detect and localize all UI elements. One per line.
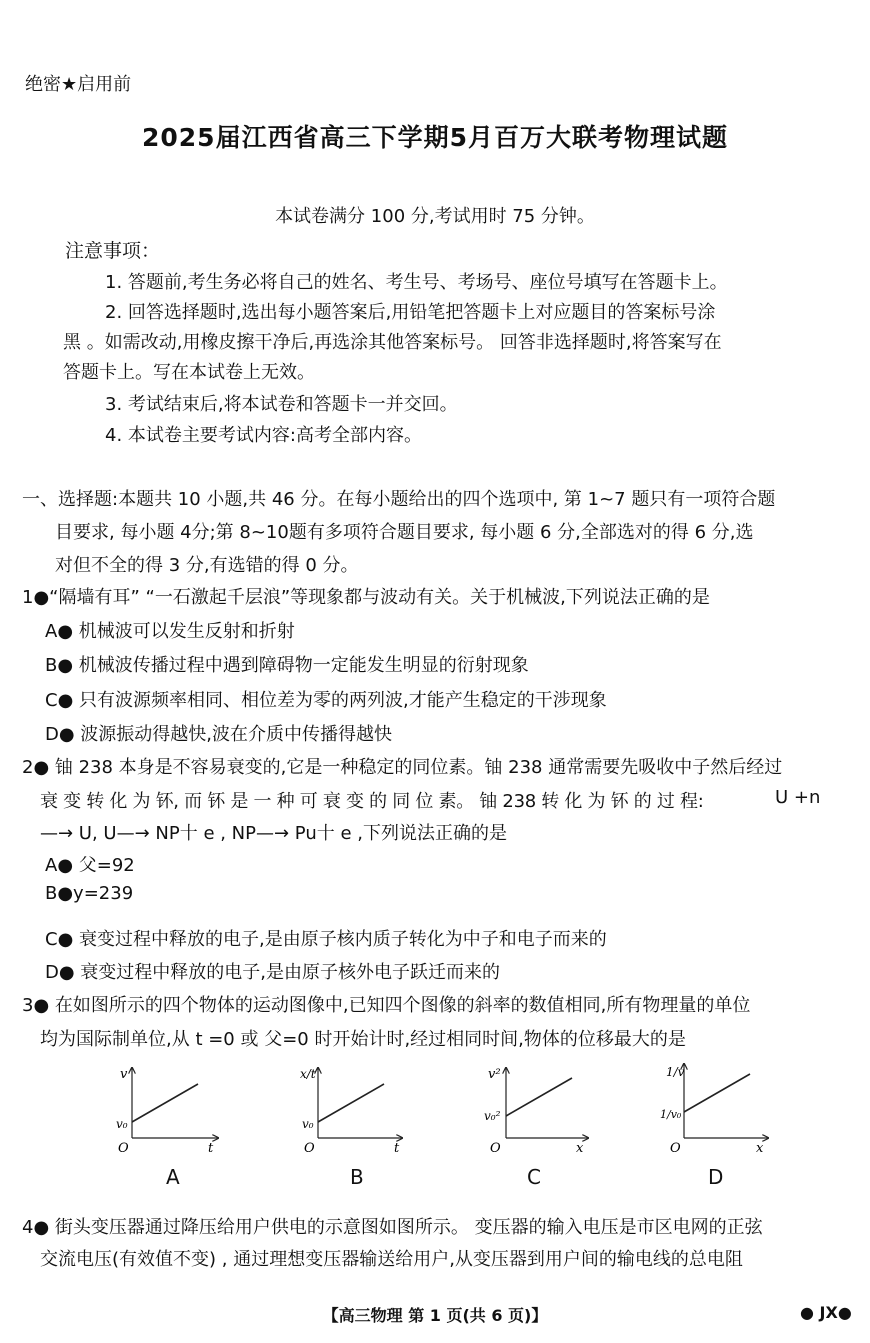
- graph-d-intercept: 1/v₀: [660, 1108, 682, 1121]
- notes-line: 1. 答题前,考生务必将自己的姓名、考生号、考场号、座位号填写在答题卡上。: [105, 272, 728, 293]
- notes-heading: 注意事项：: [65, 240, 161, 262]
- question-2-option-b: B●y=239: [45, 883, 134, 904]
- question-3-stem: 3● 在如图所示的四个物体的运动图像中,已知四个图像的斜率的数值相同,所有物理量的单位: [22, 995, 751, 1016]
- page-title: 2025届江西省高三下学期5月百万大联考物理试题: [142, 123, 728, 152]
- graph-a-x-label: t: [208, 1141, 214, 1156]
- question-3-stem: 均为国际制单位,从 t =0 或 父=0 时开始计时,经过相同时间,物体的位移最大的是: [40, 1029, 686, 1050]
- notes-line: 黑 。如需改动,用橡皮擦干净后,再选涂其他答案标号。 回答非选择题时,将答案写在: [63, 332, 722, 353]
- graph-c: [484, 1067, 588, 1156]
- graph-b-caption: B: [350, 1165, 364, 1189]
- section-instructions: 目要求, 每小题 4分;第 8~10题有多项符合题目要求, 每小题 6 分,全部选对的得 6 分,选: [55, 522, 754, 543]
- notes-line: 答题卡上。写在本试卷上无效。: [63, 362, 315, 383]
- graph-a-y-label: v: [120, 1067, 128, 1082]
- question-4-stem: 4● 街头变压器通过降压给用户供电的示意图如图所示。 变压器的输入电压是市区电网的正弦: [22, 1217, 763, 1238]
- motion-graphs: [0, 1058, 870, 1193]
- graph-d-y-label: 1/v: [666, 1065, 685, 1079]
- graph-d-caption: D: [708, 1165, 724, 1189]
- graph-a-origin: O: [118, 1141, 129, 1156]
- page-footer: 【高三物理 第 1 页(共 6 页)】: [322, 1306, 548, 1325]
- graph-d-x-label: x: [756, 1141, 764, 1156]
- question-2-option-c: C● 衰变过程中释放的电子,是由原子核内质子转化为中子和电子而来的: [45, 929, 607, 950]
- question-1-option-d: D● 波源振动得越快,波在介质中传播得越快: [45, 724, 393, 745]
- graph-b: [300, 1067, 402, 1156]
- question-1-option-a: A● 机械波可以发生反射和折射: [45, 621, 295, 642]
- section-instructions: 一、选择题:本题共 10 小题,共 46 分。在每小题给出的四个选项中, 第 1~7 题只有一项符合题: [22, 489, 776, 510]
- graph-c-x-label: x: [576, 1141, 584, 1156]
- question-2-stem: 衰 变 转 化 为 钚, 而 钚 是 一 种 可 衰 变 的 同 位 素。 铀 238 转 化 为 钚 的 过 程:: [40, 791, 704, 812]
- question-1-option-b: B● 机械波传播过程中遇到障碍物一定能发生明显的衍射现象: [45, 655, 529, 676]
- graph-b-x-label: t: [394, 1141, 400, 1156]
- question-2-stem: 2● 铀 238 本身是不容易衰变的,它是一种稳定的同位素。铀 238 通常需要先吸收中子然后经过: [22, 757, 783, 778]
- graph-b-origin: O: [304, 1141, 315, 1156]
- exam-info: 本试卷满分 100 分,考试用时 75 分钟。: [275, 206, 595, 227]
- graph-c-caption: C: [527, 1165, 541, 1189]
- question-2-option-a: A● 父=92: [45, 855, 135, 876]
- question-2-equation: U +n: [775, 787, 821, 808]
- graph-a-intercept: v₀: [116, 1117, 128, 1131]
- question-1-stem: 1●“隔墙有耳” “一石激起千层浪”等现象都与波动有关。关于机械波,下列说法正确的是: [22, 587, 710, 608]
- graph-a: [116, 1067, 218, 1156]
- graph-d-origin: O: [670, 1141, 681, 1156]
- confidential-mark: 绝密★启用前: [25, 74, 132, 95]
- question-2-option-d: D● 衰变过程中释放的电子,是由原子核外电子跃迁而来的: [45, 962, 501, 983]
- section-instructions: 对但不全的得 3 分,有选错的得 0 分。: [55, 555, 359, 576]
- graph-b-y-label: x/t: [300, 1067, 316, 1081]
- footer-code: ● JX●: [800, 1303, 852, 1322]
- notes-line: 3. 考试结束后,将本试卷和答题卡一并交回。: [105, 394, 458, 415]
- notes-line: 2. 回答选择题时,选出每小题答案后,用铅笔把答题卡上对应题目的答案标号涂: [105, 302, 716, 323]
- question-4-stem: 交流电压(有效值不变) , 通过理想变压器输送给用户,从变压器到用户间的输电线的总电阻: [40, 1249, 743, 1270]
- question-1-option-c: C● 只有波源频率相同、相位差为零的两列波,才能产生稳定的干涉现象: [45, 690, 607, 711]
- graph-d: [660, 1064, 768, 1156]
- graph-c-y-label: v²: [488, 1067, 501, 1082]
- graph-b-intercept: v₀: [302, 1117, 314, 1131]
- question-2-equation: —→ U, U—→ NP十 e , NP—→ Pu十 e ,下列说法正确的是: [40, 823, 507, 844]
- notes-line: 4. 本试卷主要考试内容:高考全部内容。: [105, 425, 422, 446]
- graph-a-caption: A: [166, 1165, 180, 1189]
- graph-c-origin: O: [490, 1141, 501, 1156]
- graph-c-intercept: v₀²: [484, 1109, 501, 1123]
